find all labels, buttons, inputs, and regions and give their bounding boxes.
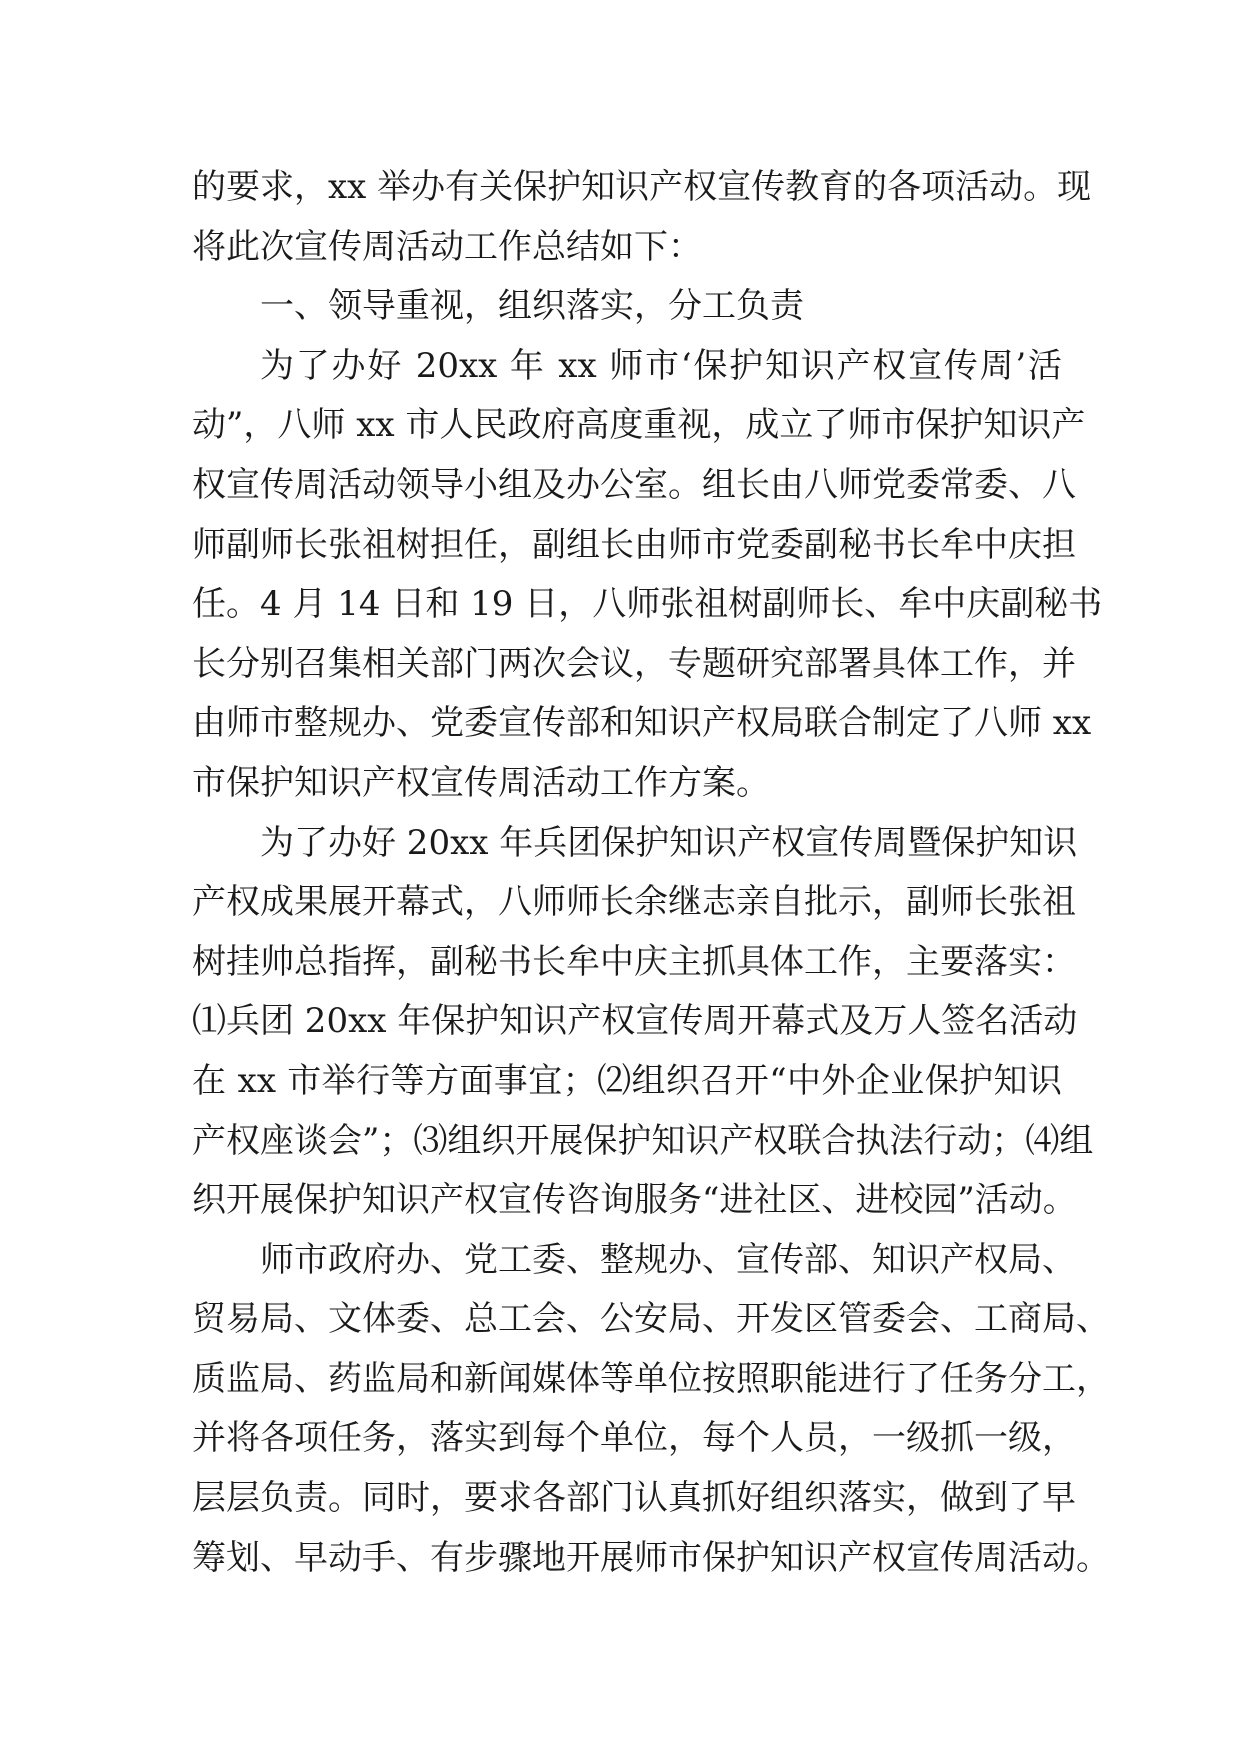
text-line: ⑴兵团 20xx 年保护知识产权宣传周开幕式及万人签名活动 (192, 1001, 1078, 1042)
text-line: 任。4 月 14 日和 19 日，八师张祖树副师长、牟中庆副秘书 (192, 584, 1103, 625)
text-line: 树挂帅总指挥，副秘书长牟中庆主抓具体工作，主要落实： (192, 941, 1076, 982)
text-line: 为了办好 20xx 年兵团保护知识产权宣传周暨保护知识 (260, 822, 1078, 863)
text-line: 贸易局、文体委、总工会、公安局、开发区管委会、工商局、 (192, 1299, 1110, 1340)
text-line: 师市政府办、党工委、整规办、宣传部、知识产权局、 (260, 1239, 1076, 1280)
text-line: 为了办好 20xx 年 xx 师市‘保护知识产权宣传周’活 (260, 345, 1062, 386)
text-line: 筹划、早动手、有步骤地开展师市保护知识产权宣传周活动。 (192, 1537, 1110, 1578)
text-line: 产权成果展开幕式，八师师长余继志亲自批示，副师长张祖 (192, 882, 1076, 923)
text-line: 市保护知识产权宣传周活动工作方案。 (192, 762, 770, 803)
text-line: 由师市整规办、党委宣传部和知识产权局联合制定了八师 xx (192, 703, 1092, 744)
text-line: 质监局、药监局和新闻媒体等单位按照职能进行了任务分工， (192, 1358, 1110, 1399)
text-line: 将此次宣传周活动工作总结如下： (192, 226, 702, 267)
text-line: 织开展保护知识产权宣传咨询服务“进社区、进校园”活动。 (192, 1180, 1077, 1221)
text-line: 动”，八师 xx 市人民政府高度重视，成立了师市保护知识产 (192, 405, 1086, 446)
document-body (192, 158, 1110, 1588)
text-line: 师副师长张祖树担任，副组长由师市党委副秘书长牟中庆担 (192, 524, 1076, 565)
text-line: 权宣传周活动领导小组及办公室。组长由八师党委常委、八 (192, 464, 1076, 505)
text-line: 并将各项任务，落实到每个单位，每个人员，一级抓一级， (192, 1418, 1076, 1459)
text-line: 长分别召集相关部门两次会议，专题研究部署具体工作，并 (192, 643, 1076, 684)
text-line: 的要求，xx 举办有关保护知识产权宣传教育的各项活动。现 (192, 167, 1092, 207)
section-heading: 一、领导重视，组织落实，分工负责 (260, 286, 804, 327)
text-line: 产权座谈会”；⑶组织开展保护知识产权联合执法行动；⑷组 (192, 1120, 1094, 1161)
text-line: 层层负责。同时，要求各部门认真抓好组织落实，做到了早 (192, 1478, 1076, 1519)
text-line: 在 xx 市举行等方面事宜；⑵组织召开“中外企业保护知识 (192, 1060, 1062, 1101)
